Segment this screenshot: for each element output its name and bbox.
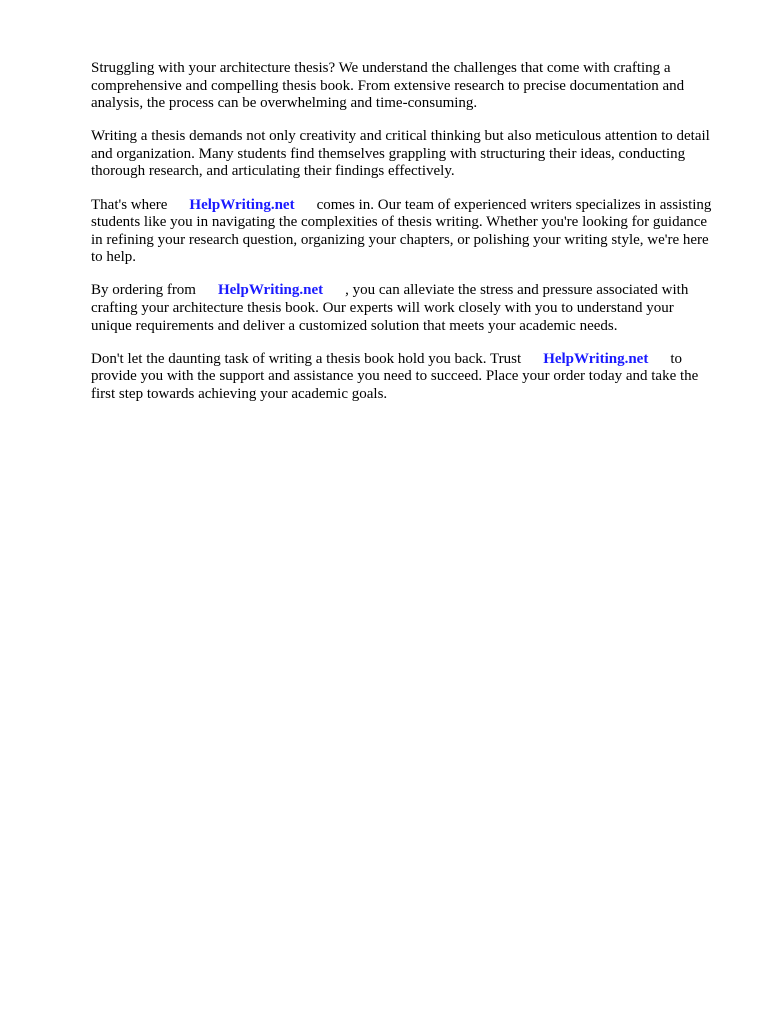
document-page (91, 60, 716, 419)
paragraph-text-after: comes in. Our team of experienced writers specializes in assisting students like you in navigating the complexities of thesis writing. Whether you're looking for guidance in refining your research question, organizing your chapters, or polishing your writing style, we're here to help. (91, 196, 712, 266)
paragraph-thats-where (91, 197, 716, 267)
paragraph-demands: Writing a thesis demands not only creativity and critical thinking but also meticulous attention to detail and organization. Many students find themselves grappling with structuring their ideas, conducting thorough research, and articulating their findings effectively. (91, 128, 710, 180)
helpwriting-link[interactable]: HelpWriting.net (217, 282, 324, 299)
helpwriting-link[interactable]: HelpWriting.net (189, 196, 295, 213)
paragraph-intro: Struggling with your architecture thesis? We understand the challenges that come with crafting a comprehensive and compelling thesis book. From extensive research to precise documentation and analysis, the process can be overwhelming and time-consuming. (91, 60, 685, 112)
paragraph-text-after: , you can alleviate the stress and pressure associated with crafting your architecture thesis book. Our experts will work closely with you to understand your unique requirements and deliver a customized solution that meets your academic needs. (91, 282, 689, 334)
paragraph-ordering (91, 282, 716, 335)
paragraph-text-before: That's where (91, 196, 168, 213)
helpwriting-link[interactable]: HelpWriting.net (543, 350, 649, 367)
paragraph-text-before: Don't let the daunting task of writing a thesis book hold you back. Trust (91, 350, 522, 367)
paragraph-trust (91, 351, 716, 404)
paragraph-text-after: to provide you with the support and assistance you need to succeed. Place your order today and take the first step towards achieving your academic goals. (91, 350, 699, 402)
paragraph-text-before: By ordering from (91, 282, 196, 299)
